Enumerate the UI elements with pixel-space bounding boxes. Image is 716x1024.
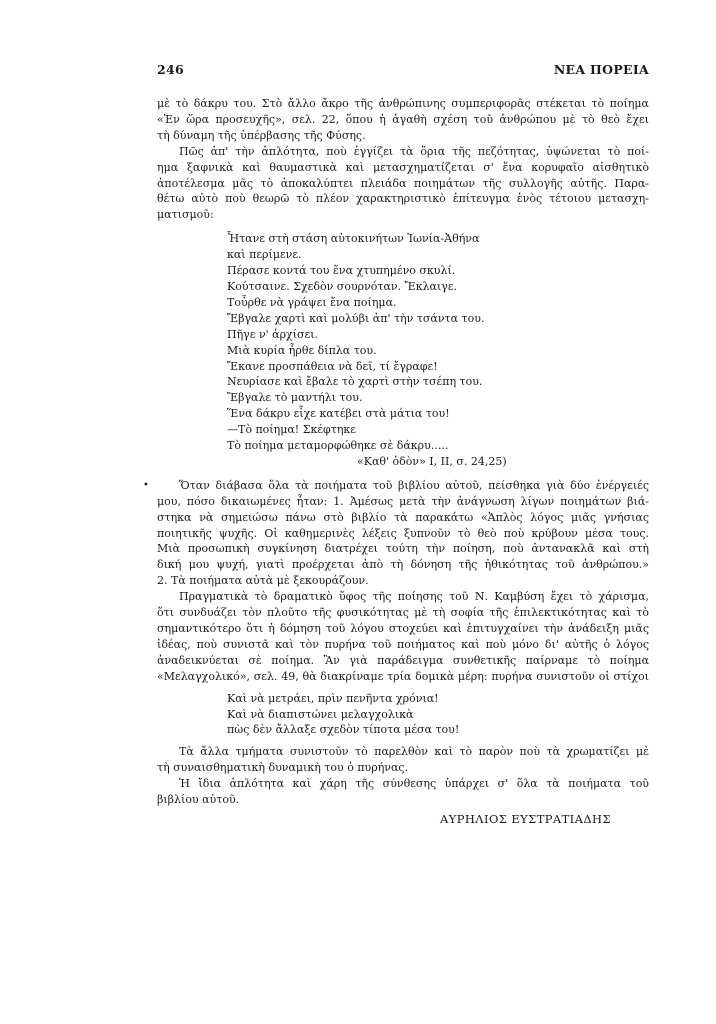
- poem-line: Τοὖρθε νὰ γράψει ἕνα ποίημα.: [227, 295, 397, 309]
- text-line: Πραγματικὰ τὸ δραματικὸ ὕφος τῆς ποίησης τοῦ Ν. Καμβύση ἔχει τὸ χάρισμα,: [179, 590, 649, 604]
- poem-line: Μιὰ κυρία ἦρθε δίπλα του.: [227, 343, 377, 357]
- text-line: τὴ δύναμη τῆς ὑπέρβασης τῆς Φύσης.: [157, 128, 366, 142]
- poem-line: πὼς δὲν ἄλλαξε σχεδὸν τίποτα μέσα του!: [227, 723, 460, 737]
- text-line: τὴ συναισθηματικὴ δυναμικὴ του ὁ πυρήνας.: [157, 761, 409, 775]
- author-signature: ΑΥΡΗΛΙΟΣ ΕΥΣΤΡΑΤΙΑΔΗΣ: [440, 811, 611, 826]
- poem-line: Ἦτανε στὴ στάση αὐτοκινήτων Ἰωνία-Ἀθήνα: [227, 232, 480, 246]
- article-body: [143, 96, 649, 828]
- paragraph-1: [157, 96, 649, 144]
- poem-line: Πέρασε κοντά του ἕνα χτυπημένο σκυλί.: [227, 264, 456, 278]
- poem-line: Κούτσαινε. Σχεδὸν σουρνόταν. Ἔκλαιγε.: [227, 279, 458, 293]
- text-line: ματισμοῦ:: [157, 208, 214, 222]
- poem-line: Καὶ νὰ μετράει, πρὶν πενῆντα χρόνια!: [227, 691, 439, 705]
- paragraph-4: [157, 589, 649, 684]
- poem-line: Ἔκανε προσπάθεια νὰ δεῖ, τί ἔγραφε!: [227, 359, 438, 373]
- text-line: Πῶς ἀπ' τὴν ἁπλότητα, ποὺ ἐγγίζει τὰ ὅρια τῆς πεζότητας, ὑψώνεται τὸ ποί-: [179, 144, 649, 158]
- text-line: ημα ξαφνικὰ καὶ θαυμαστικὰ καὶ μετασχηματίζεται σ' ἕνα κορυφαῖο αἰσθητικὸ: [157, 160, 649, 174]
- page-number: 246: [157, 62, 184, 77]
- paragraph-6: [157, 776, 649, 808]
- poem-line: Ἔβγαλε τὸ μαντήλι του.: [227, 391, 363, 405]
- text-line: ἰδέας, ποὺ συνιστᾶ καὶ τὸν πυρήνα τοῦ ποιήματος καὶ ποὺ μόνο δι' αὐτῆς ὁ λόγος: [157, 637, 649, 651]
- text-line: «Μελαγχολικό», σελ. 49, θὰ διακρίναμε τρία δομικὰ μέρη: πυρήνα συνιστοῦν οἱ στίχοι: [157, 669, 649, 683]
- text-line: στηκα νὰ σημειώσω πάνω στὸ βιβλίο τὰ παρακάτω «Ἁπλὸς λόγος μιᾶς γνήσιας: [157, 510, 649, 524]
- text-line: 2. Τὰ ποιήματα αὐτὰ μὲ ξεκουράζουν.: [157, 574, 369, 588]
- poem-line: Ἕνα δάκρυ εἶχε κατέβει στὰ μάτια του!: [227, 407, 450, 421]
- text-line: ἀναδεικνύεται σὲ ποίημα. Ἂν γιὰ παράδειγμα συνθετικῆς παίρναμε τὸ ποίημα: [157, 653, 649, 667]
- text-line: «Ἐν ὥρα προσευχῆς», σελ. 22, ὅπου ἡ ἀγαθὴ σχέση τοῦ ἀνθρώπου μὲ τὸ θεὸ ἔχει: [157, 112, 649, 126]
- bullet-mark: •: [143, 479, 149, 491]
- journal-title: ΝΕΑ ΠΟΡΕΙΑ: [553, 62, 649, 77]
- text-line: ποιητικῆς ψυχῆς. Οἱ καθημερινὲς λέξεις ξυπνοῦν τὸ θεὸ ποὺ κρύβουν μέσα τους.: [157, 526, 649, 540]
- poem-line: —Τὸ ποίημα! Σκέφτηκε: [227, 423, 357, 437]
- quoted-poem: [227, 231, 649, 470]
- poem-line: Καὶ νὰ διαπιστώνει μελαγχολικὰ: [227, 707, 414, 721]
- poem-line: Νευρίασε καὶ ἔβαλε τὸ χαρτὶ στὴν τσέπη του.: [227, 375, 483, 389]
- paragraph-5: [157, 744, 649, 776]
- text-line: Ὅταν διάβασα ὅλα τὰ ποιήματα τοῦ βιβλίου αὐτοῦ, πείσθηκα γιὰ δύο ἐνέργειές: [179, 478, 649, 492]
- poem-line: Τὸ ποίημα μεταμορφώθηκε σὲ δάκρυ.....: [227, 439, 449, 453]
- quoted-verses: [227, 691, 649, 739]
- poem-citation: «Καθ' ὁδὸν» Ι, ΙΙ, σ. 24,25): [357, 454, 507, 468]
- text-line: μὲ τὸ δάκρυ του. Στὸ ἄλλο ἄκρο τῆς ἀνθρώπινης συμπεριφορᾶς στέκεται τὸ ποίημα: [157, 97, 649, 110]
- text-line: δική μου ψυχή, γιατὶ προέρχεται ἀπὸ τὴ δόνηση τῆς ἠθικότητας τοῦ ἀνθρώπου.»: [157, 558, 649, 572]
- text-line: Ἡ ἴδια ἁπλότητα καὶ χάρη τῆς σύνθεσης ὑπάρχει σ' ὅλα τὰ ποιήματα τοῦ: [179, 777, 649, 791]
- paragraph-3: [143, 478, 649, 589]
- text-line: θέτω αὐτὸ ποὺ θεωρῶ τὸ πλέον χαρακτηριστικὸ ἐπίτευγμα ἑνὸς τέτοιου μετασχη-: [157, 192, 649, 206]
- text-line: μου, πόσο δικαιωμένες ἦταν: 1. Ἀμέσως μετὰ τὴν ἀνάγνωση λίγων ποιημάτων βιά-: [157, 494, 649, 508]
- text-line: βιβλίου αὐτοῦ.: [157, 793, 240, 807]
- text-line: ὅτι συνδυάζει τὸν πλοῦτο τῆς φυσικότητας μὲ τὴ σοφία τῆς ἐπιλεκτικότητας καὶ τὸ: [157, 606, 649, 620]
- poem-line: Ἔβγαλε χαρτὶ καὶ μολύβι ἀπ' τὴν τσάντα του.: [227, 311, 485, 325]
- page-header: [157, 62, 649, 77]
- poem-line: Πῆγε ν' ἀρχίσει.: [227, 327, 319, 341]
- text-line: Τὰ ἄλλα τμήματα συνιστοῦν τὸ παρελθὸν καὶ τὸ παρὸν ποὺ τὰ χρωματίζει μὲ: [179, 745, 649, 759]
- poem-line: καὶ περίμενε.: [227, 248, 302, 262]
- text-line: ἀποτέλεσμα μᾶς τὸ ἀποκαλύπτει πλειάδα ποιημάτων τῆς συλλογῆς αὐτῆς. Παρα-: [157, 176, 649, 190]
- text-line: σημαντικότερο ὅτι ἡ δόμηση τοῦ λόγου στοχεύει καὶ ἐπιτυγχαίνει τὴν ἀνάδειξη μιᾶς: [157, 622, 649, 635]
- text-line: Μιὰ προσωπικὴ συγκίνηση διατρέχει τούτη τὴν ποίηση, ποὺ ἀντανακλᾶ καὶ στὴ: [157, 542, 649, 556]
- paragraph-2: [157, 144, 649, 224]
